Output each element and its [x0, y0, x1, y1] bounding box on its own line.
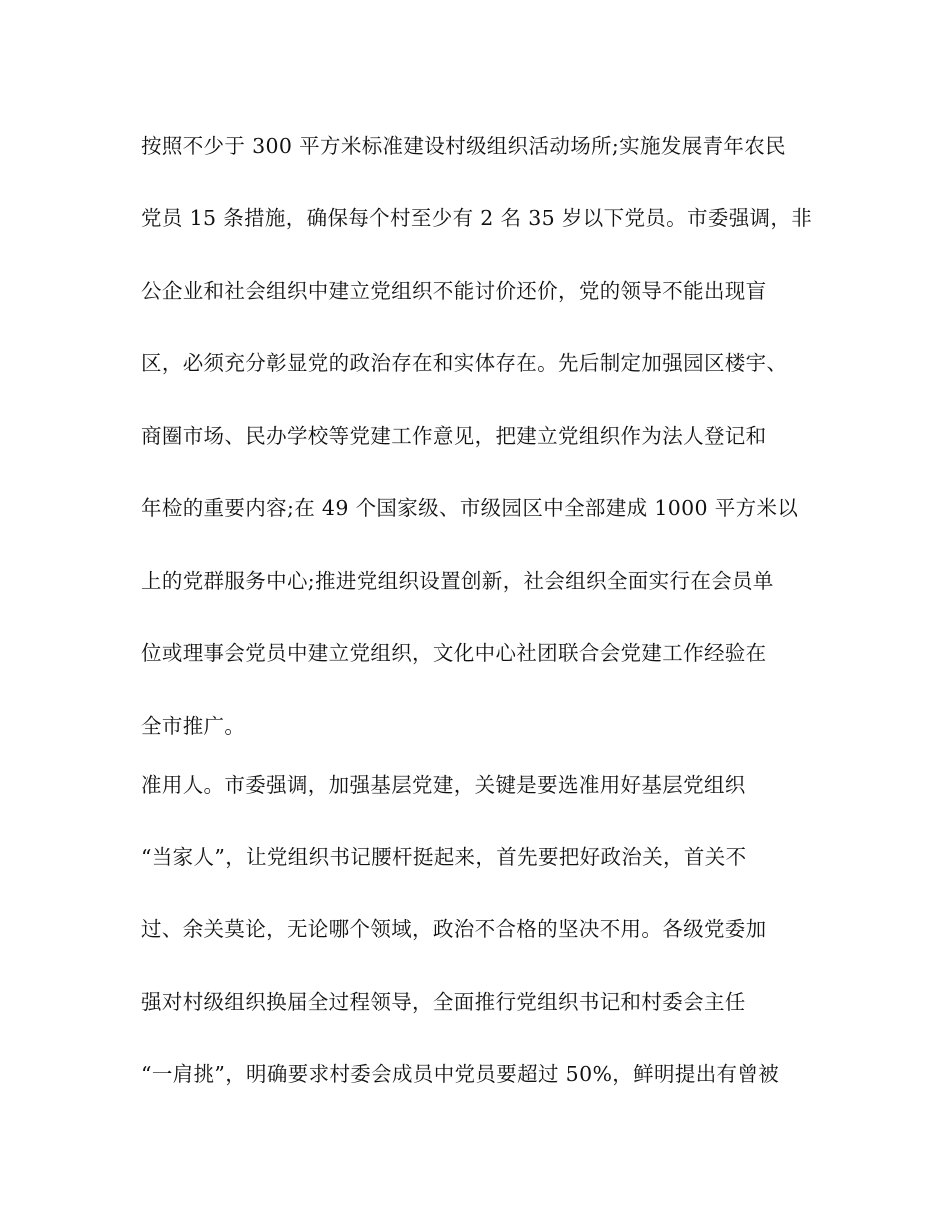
paragraph-2-line-4: 强对村级组织换届全过程领导，全面推行党组织书记和村委会主任 — [141, 990, 746, 1014]
paragraph-1-line-9: 全市推广。 — [141, 714, 246, 738]
paragraph-1-line-3: 公企业和社会组织中建立党组织不能讨价还价，党的领导不能出现盲 — [141, 279, 767, 303]
paragraph-2-line-3: 过、余关莫论，无论哪个领域，政治不合格的坚决不用。各级党委加 — [141, 917, 767, 941]
paragraph-1-line-4: 区，必须充分彰显党的政治存在和实体存在。先后制定加强园区楼宇、 — [141, 351, 788, 375]
paragraph-1-line-8: 位或理事会党员中建立党组织，文化中心社团联合会党建工作经验在 — [141, 641, 767, 665]
paragraph-2-line-1: 准用人。市委强调，加强基层党建，关键是要选准用好基层党组织 — [141, 773, 746, 797]
paragraph-1-line-1: 按照不少于 300 平方米标准建设村级组织活动场所;实施发展青年农民 — [141, 134, 786, 158]
paragraph-2-line-5: “一肩挑”，明确要求村委会成员中党员要超过 50%，鲜明提出有曾被 — [141, 1062, 780, 1086]
paragraph-2-line-2: “当家人”，让党组织书记腰杆挺起来，首先要把好政治关，首关不 — [141, 845, 747, 869]
paragraph-1-line-2: 党员 15 条措施，确保每个村至少有 2 名 35 岁以下党员。市委强调，非 — [141, 206, 813, 230]
paragraph-1-line-5: 商圈市场、民办学校等党建工作意见，把建立党组织作为法人登记和 — [141, 424, 767, 448]
paragraph-1-line-6: 年检的重要内容;在 49 个国家级、市级园区中全部建成 1000 平方米以 — [141, 496, 799, 520]
paragraph-1-line-7: 上的党群服务中心;推进党组织设置创新，社会组织全面实行在会员单 — [141, 569, 774, 593]
